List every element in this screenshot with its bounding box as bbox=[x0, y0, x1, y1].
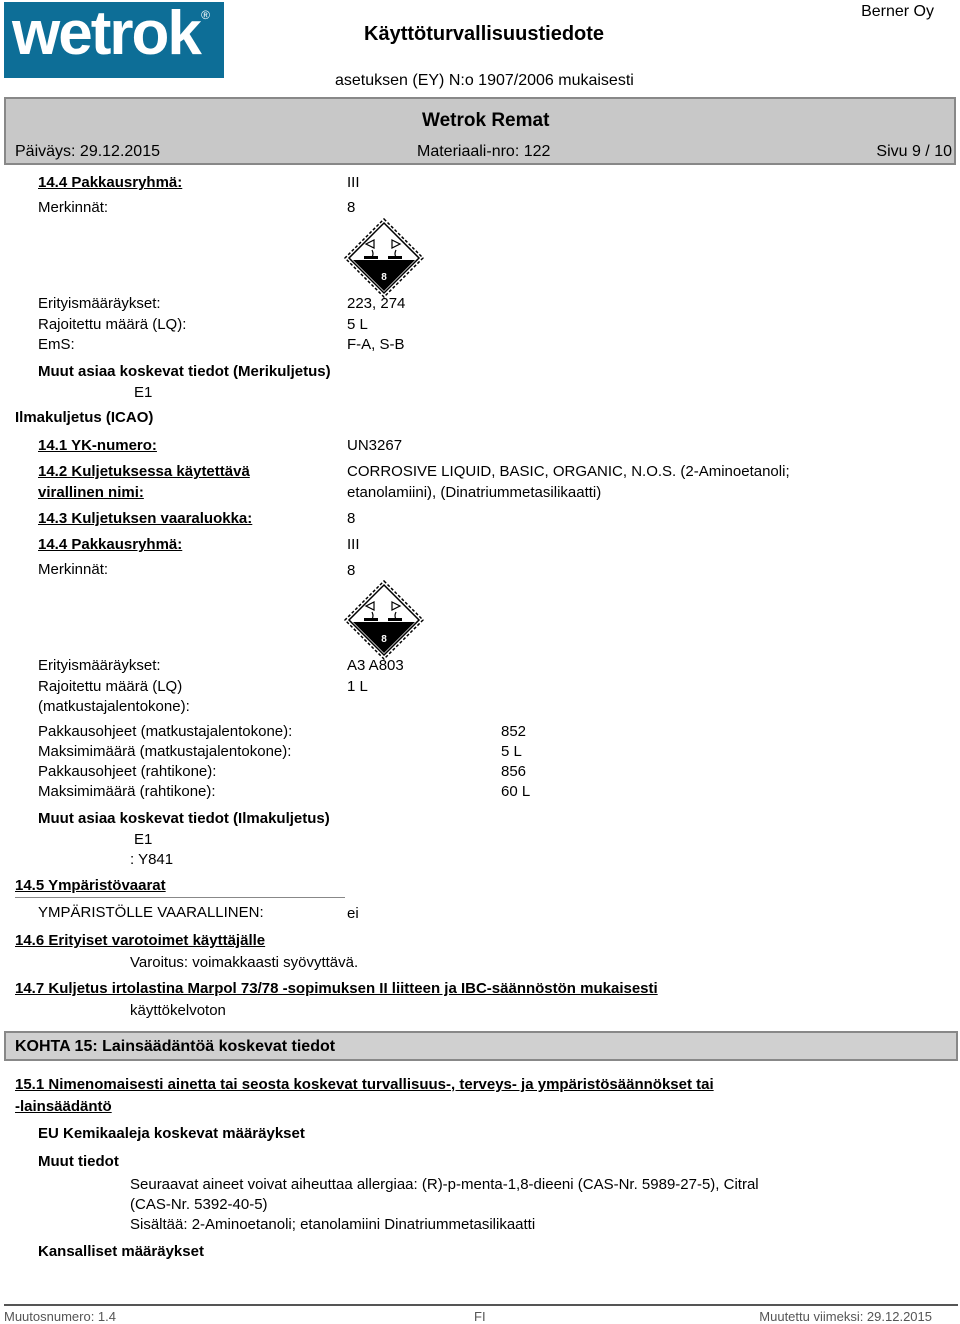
air-pack-cargo-value: 856 bbox=[501, 763, 527, 780]
sea-packing-group-value: III bbox=[347, 174, 360, 191]
other-info-text-1: Seuraavat aineet voivat aiheuttaa allergiaa: (R)-p-menta-1,8-dieeni (CAS-Nr. 5989-27-5), Citral bbox=[130, 1176, 759, 1193]
air-pack-pass-value: 852 bbox=[501, 723, 527, 740]
precautions-heading: 14.6 Erityiset varotoimet käyttäjälle bbox=[15, 932, 266, 949]
hazard-class-number: 8 bbox=[381, 634, 387, 645]
air-special-label: Erityismääräykset: bbox=[38, 657, 161, 674]
corrosive-hazard-icon bbox=[344, 580, 424, 660]
corrosive-hazard-icon bbox=[344, 218, 424, 298]
company-name: Berner Oy bbox=[861, 3, 934, 20]
logo-registered-mark: ® bbox=[201, 8, 210, 22]
air-class-value: 8 bbox=[347, 510, 356, 527]
company-logo bbox=[4, 2, 224, 78]
air-packing-group-value: III bbox=[347, 536, 360, 553]
air-max-pass-label: Maksimimäärä (matkustajalentokone): bbox=[38, 743, 292, 760]
bulk-text: käyttökelvoton bbox=[130, 1002, 226, 1019]
sea-special-value: 223, 274 bbox=[347, 295, 406, 312]
bulk-heading: 14.7 Kuljetus irtolastina Marpol 73/78 -sopimuksen II liitteen ja IBC-säännöstön mukaisesti bbox=[15, 980, 658, 997]
env-heading: 14.5 Ympäristövaarat bbox=[15, 877, 166, 894]
air-special-value: A3 A803 bbox=[347, 657, 404, 674]
sea-limited-value: 5 L bbox=[347, 316, 368, 333]
document-date: Päiväys: 29.12.2015 bbox=[15, 143, 160, 160]
sea-labels-label: Merkinnät: bbox=[38, 199, 109, 216]
air-max-cargo-label: Maksimimäärä (rahtikone): bbox=[38, 783, 216, 800]
air-max-cargo-value: 60 L bbox=[501, 783, 531, 800]
env-divider bbox=[15, 897, 345, 898]
document-title: Käyttöturvallisuustiedote bbox=[364, 23, 605, 45]
section-15-1-heading-1: 15.1 Nimenomaisesti ainetta tai seosta koskevat turvallisuus-, terveys- ja ympäristösäännökset tai bbox=[15, 1076, 714, 1093]
sea-ems-label: EmS: bbox=[38, 336, 75, 353]
air-other-value-2: : Y841 bbox=[130, 851, 174, 868]
material-number: Materiaali-nro: 122 bbox=[417, 143, 551, 160]
section-15-title: KOHTA 15: Lainsäädäntöä koskevat tiedot bbox=[15, 1038, 336, 1055]
other-info-text-2: (CAS-Nr. 5392-40-5) bbox=[130, 1196, 268, 1213]
sea-labels-value: 8 bbox=[347, 199, 356, 216]
sea-limited-label: Rajoitettu määrä (LQ): bbox=[38, 316, 187, 333]
air-name-value-2: etanolamiini), (Dinatriummetasilikaatti) bbox=[347, 484, 602, 501]
air-limited-label-1: Rajoitettu määrä (LQ) bbox=[38, 678, 183, 695]
document-subtitle: asetuksen (EY) N:o 1907/2006 mukaisesti bbox=[335, 72, 634, 89]
air-labels-value: 8 bbox=[347, 562, 356, 579]
hazard-class-number: 8 bbox=[381, 272, 387, 283]
sea-other-value: E1 bbox=[134, 384, 153, 401]
air-limited-value: 1 L bbox=[347, 678, 368, 695]
air-class-label: 14.3 Kuljetuksen vaaraluokka: bbox=[38, 510, 253, 527]
env-label: YMPÄRISTÖLLE VAARALLINEN: bbox=[38, 904, 264, 921]
air-heading: Ilmakuljetus (ICAO) bbox=[15, 409, 154, 426]
env-value: ei bbox=[347, 905, 359, 922]
precautions-text: Varoitus: voimakkaasti syövyttävä. bbox=[130, 954, 359, 971]
footer-language: FI bbox=[474, 1309, 486, 1324]
sea-other-heading: Muut asiaa koskevat tiedot (Merikuljetus) bbox=[38, 363, 331, 380]
air-max-pass-value: 5 L bbox=[501, 743, 522, 760]
sea-special-label: Erityismääräykset: bbox=[38, 295, 161, 312]
air-labels-label: Merkinnät: bbox=[38, 561, 109, 578]
logo-text: wetrok bbox=[12, 0, 200, 68]
sea-packing-group-label: 14.4 Pakkausryhmä: bbox=[38, 174, 183, 191]
air-name-label-2: virallinen nimi: bbox=[38, 484, 144, 501]
eu-regulations-heading: EU Kemikaaleja koskevat määräykset bbox=[38, 1125, 305, 1142]
other-info-heading: Muut tiedot bbox=[38, 1153, 119, 1170]
national-regulations-heading: Kansalliset määräykset bbox=[38, 1243, 204, 1260]
footer-revision: Muutosnumero: 1.4 bbox=[4, 1309, 117, 1324]
air-limited-label-2: (matkustajalentokone): bbox=[38, 698, 190, 715]
other-info-text-3: Sisältää: 2-Aminoetanoli; etanolamiini Dinatriummetasilikaatti bbox=[130, 1216, 536, 1233]
air-un-label: 14.1 YK-numero: bbox=[38, 437, 157, 454]
air-name-label-1: 14.2 Kuljetuksessa käytettävä bbox=[38, 463, 250, 480]
section-15-1-heading-2: -lainsäädäntö bbox=[15, 1098, 112, 1115]
air-other-value-1: E1 bbox=[134, 831, 153, 848]
air-other-heading: Muut asiaa koskevat tiedot (Ilmakuljetus) bbox=[38, 810, 330, 827]
footer-divider bbox=[4, 1304, 958, 1306]
footer-modified: Muutettu viimeksi: 29.12.2015 bbox=[759, 1309, 932, 1324]
air-pack-pass-label: Pakkausohjeet (matkustajalentokone): bbox=[38, 723, 293, 740]
air-name-value-1: CORROSIVE LIQUID, BASIC, ORGANIC, N.O.S. (2-Aminoetanoli; bbox=[347, 463, 790, 480]
air-un-value: UN3267 bbox=[347, 437, 403, 454]
product-name: Wetrok Remat bbox=[422, 110, 550, 131]
air-pack-cargo-label: Pakkausohjeet (rahtikone): bbox=[38, 763, 217, 780]
air-packing-group-label: 14.4 Pakkausryhmä: bbox=[38, 536, 183, 553]
sea-ems-value: F-A, S-B bbox=[347, 336, 405, 353]
page-number: Sivu 9 / 10 bbox=[876, 143, 952, 160]
